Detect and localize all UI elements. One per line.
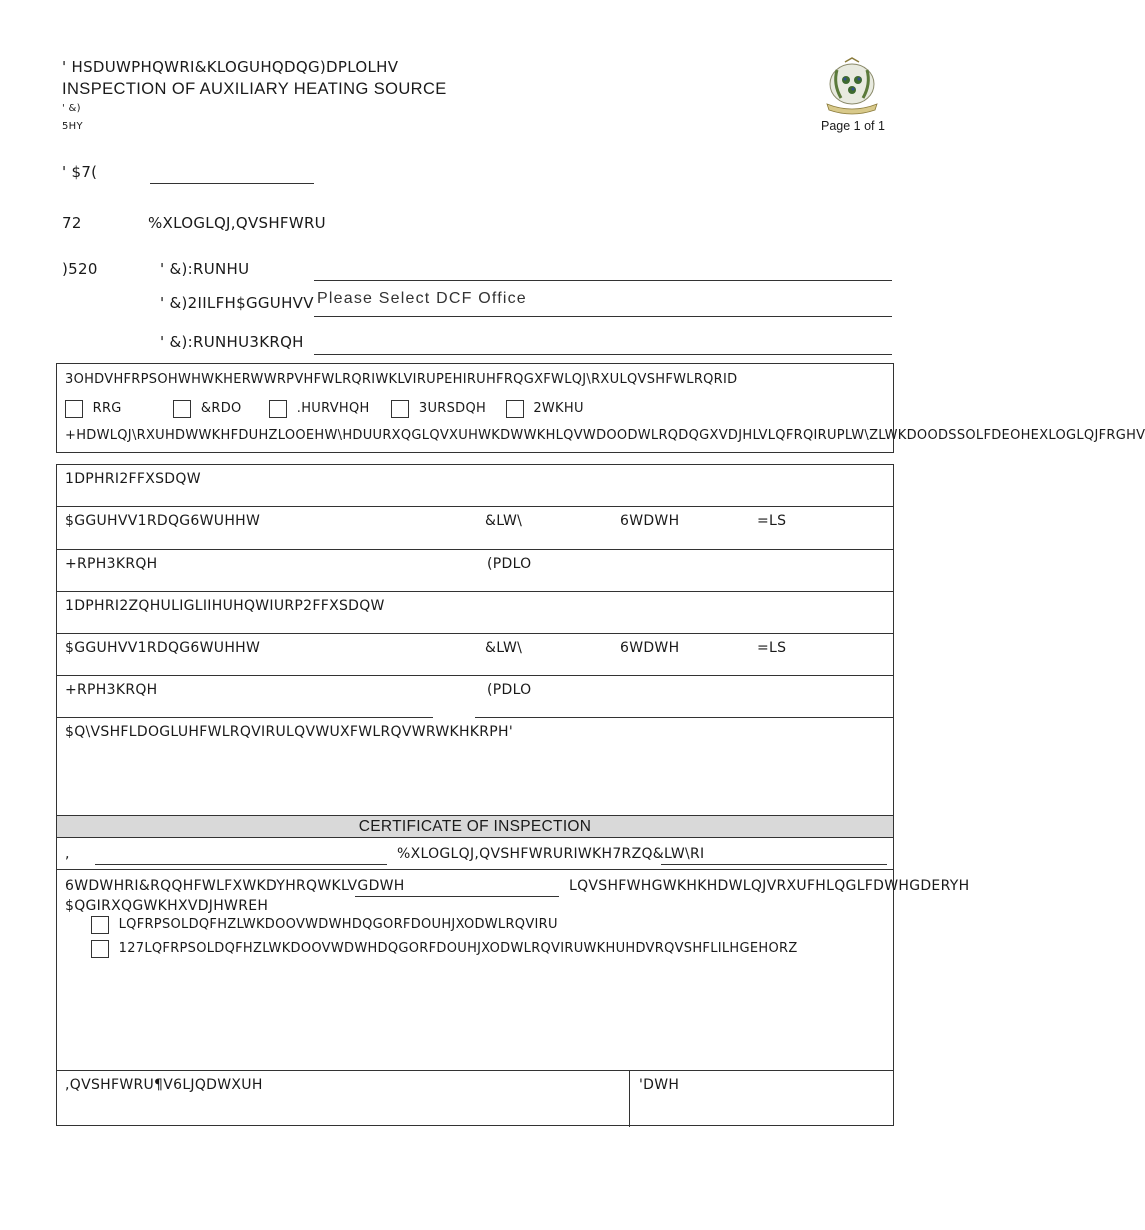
occupant-name-label: 1DPHRI2FFXSDQW — [65, 471, 201, 487]
inspection-note: +HDWLQJ\RXUHDWWKHFDUHZLOOEHW\HDUURXQGLQVXUHWKDWWKHLQVWDOODWLRQDQGXVDJHLVLQFRQIRUPLW\ZLWKDOODSSOLFDEOHEXLOGLQJFRGHV — [65, 428, 1145, 443]
special-instructions-row[interactable] — [57, 718, 893, 816]
signature-divider — [629, 1071, 630, 1127]
inspection-date-line[interactable] — [355, 896, 559, 897]
wood-checkbox[interactable] — [65, 400, 83, 418]
to-value: %XLOGLQJ,QVSHFWRU — [148, 214, 326, 232]
occupant-phone-label: +RPH3KRQH — [65, 556, 158, 572]
date-label: ' $7( — [62, 163, 98, 181]
phone-label: ' &):RUNHU3KRQH — [160, 333, 304, 351]
certificate-found-text: $QGIRXQGWKHXVDJHWREH — [65, 898, 269, 914]
occupant-city-label: &LW\ — [485, 513, 523, 529]
state-seal-icon — [815, 56, 889, 118]
to-label: 72 — [62, 214, 82, 232]
certificate-heading: CERTIFICATE OF INSPECTION — [57, 815, 893, 838]
compliance-label: LQFRPSOLDQFHZLWKDOOVWDWHDQGORFDOUHJXODWLRQVIRU — [118, 917, 558, 933]
inspection-type-box — [56, 363, 1145, 453]
phone-underline — [314, 353, 892, 355]
certificate-inspector-row — [57, 838, 893, 870]
office-label: ' &)2IILFH$GGUHVV — [160, 294, 314, 312]
form-id: ' &) — [62, 103, 81, 114]
owner-zip-label: =LS — [757, 640, 787, 656]
town-line[interactable] — [661, 864, 887, 865]
noncompliance-option — [91, 940, 798, 958]
occupant-email-label: (PDLO — [487, 556, 532, 572]
form-revision: 5HY — [62, 121, 83, 132]
inspector-name-line[interactable] — [95, 864, 387, 865]
owner-address-row[interactable] — [57, 634, 893, 676]
owner-name-label: 1DPHRI2ZQHULIGLIIHUHQWIURP2FFXSDQW — [65, 598, 385, 614]
from-underline — [314, 279, 892, 281]
occupant-phone-row[interactable] — [57, 550, 893, 592]
certificate-body — [57, 870, 970, 1071]
certificate-inspected-text: LQVSHFWHGWKHKHDWLQJVRXUFHLQGLFDWHGDERYH — [569, 878, 970, 894]
occupant-zip-label: =LS — [757, 513, 787, 529]
compliance-checkbox[interactable] — [91, 916, 109, 934]
signature-label: ,QVSHFWRU¶V6LJQDWXUH — [65, 1077, 263, 1093]
office-underline — [314, 315, 892, 317]
inspection-form-table — [56, 464, 970, 1126]
noncompliance-checkbox[interactable] — [91, 940, 109, 958]
from-value: ' &):RUNHU — [160, 260, 250, 278]
owner-phone-label: +RPH3KRQH — [65, 682, 158, 698]
certificate-state-label: 6WDWHRI&RQQHFWLFXWKDYHRQWKLVGDWH — [65, 878, 405, 894]
propane-label: 3URSDQH — [418, 401, 487, 417]
owner-name-row[interactable] — [57, 592, 893, 634]
signature-row[interactable] — [57, 1071, 893, 1127]
page-number: Page 1 of 1 — [821, 119, 885, 133]
office-select[interactable]: Please Select DCF Office — [317, 290, 527, 307]
propane-checkbox[interactable] — [391, 400, 409, 418]
certificate-inspector-of: %XLOGLQJ,QVSHFWRURIWKH7RZQ&LW\RI — [397, 846, 705, 862]
department-name: ' HSDUWPHQWRI&KLOGUHQDQG)DPLOLHV — [62, 58, 399, 76]
occupant-address-row[interactable] — [57, 507, 893, 550]
owner-phone-row[interactable] — [57, 676, 893, 718]
occupant-address-label: $GGUHVV1RDQG6WUHHW — [65, 513, 261, 529]
owner-address-label: $GGUHVV1RDQG6WUHHW — [65, 640, 261, 656]
coal-label: &RDO — [200, 401, 242, 417]
signature-date-label: 'DWH — [639, 1077, 680, 1093]
coal-checkbox[interactable] — [173, 400, 191, 418]
owner-state-label: 6WDWH — [620, 640, 680, 656]
from-label: )520 — [62, 260, 98, 278]
other-label: 2WKHU — [533, 401, 584, 417]
occupant-name-row[interactable] — [57, 465, 893, 507]
wood-label: RRG — [92, 401, 122, 417]
certificate-i-label: , — [65, 846, 70, 862]
occupant-state-label: 6WDWH — [620, 513, 680, 529]
heating-type-options — [65, 400, 584, 418]
noncompliance-label: 127LQFRPSOLDQFHZLWKDOOVWDWHDQGORFDOUHJXODWLRQVIRUWKHUHDVRQVSHFLILHGEHORZ — [118, 941, 798, 957]
other-checkbox[interactable] — [506, 400, 524, 418]
inspection-instruction: 3OHDVHFRPSOHWHWKHERWWRPVHFWLRQRIWKLVIRUPEHIRUHFRQGXFWLQJ\RXULQVSHFWLRQRID — [65, 372, 738, 387]
special-instructions-label: $Q\VSHFLDOGLUHFWLRQVIRULQVWUXFWLRQVWRWKHKRPH' — [65, 724, 514, 740]
kerosene-label: .HURVHQH — [296, 401, 370, 417]
owner-city-label: &LW\ — [485, 640, 523, 656]
kerosene-checkbox[interactable] — [269, 400, 287, 418]
compliance-option — [91, 916, 558, 934]
form-title: INSPECTION OF AUXILIARY HEATING SOURCE — [62, 80, 447, 98]
owner-email-label: (PDLO — [487, 682, 532, 698]
date-underline — [150, 182, 314, 184]
